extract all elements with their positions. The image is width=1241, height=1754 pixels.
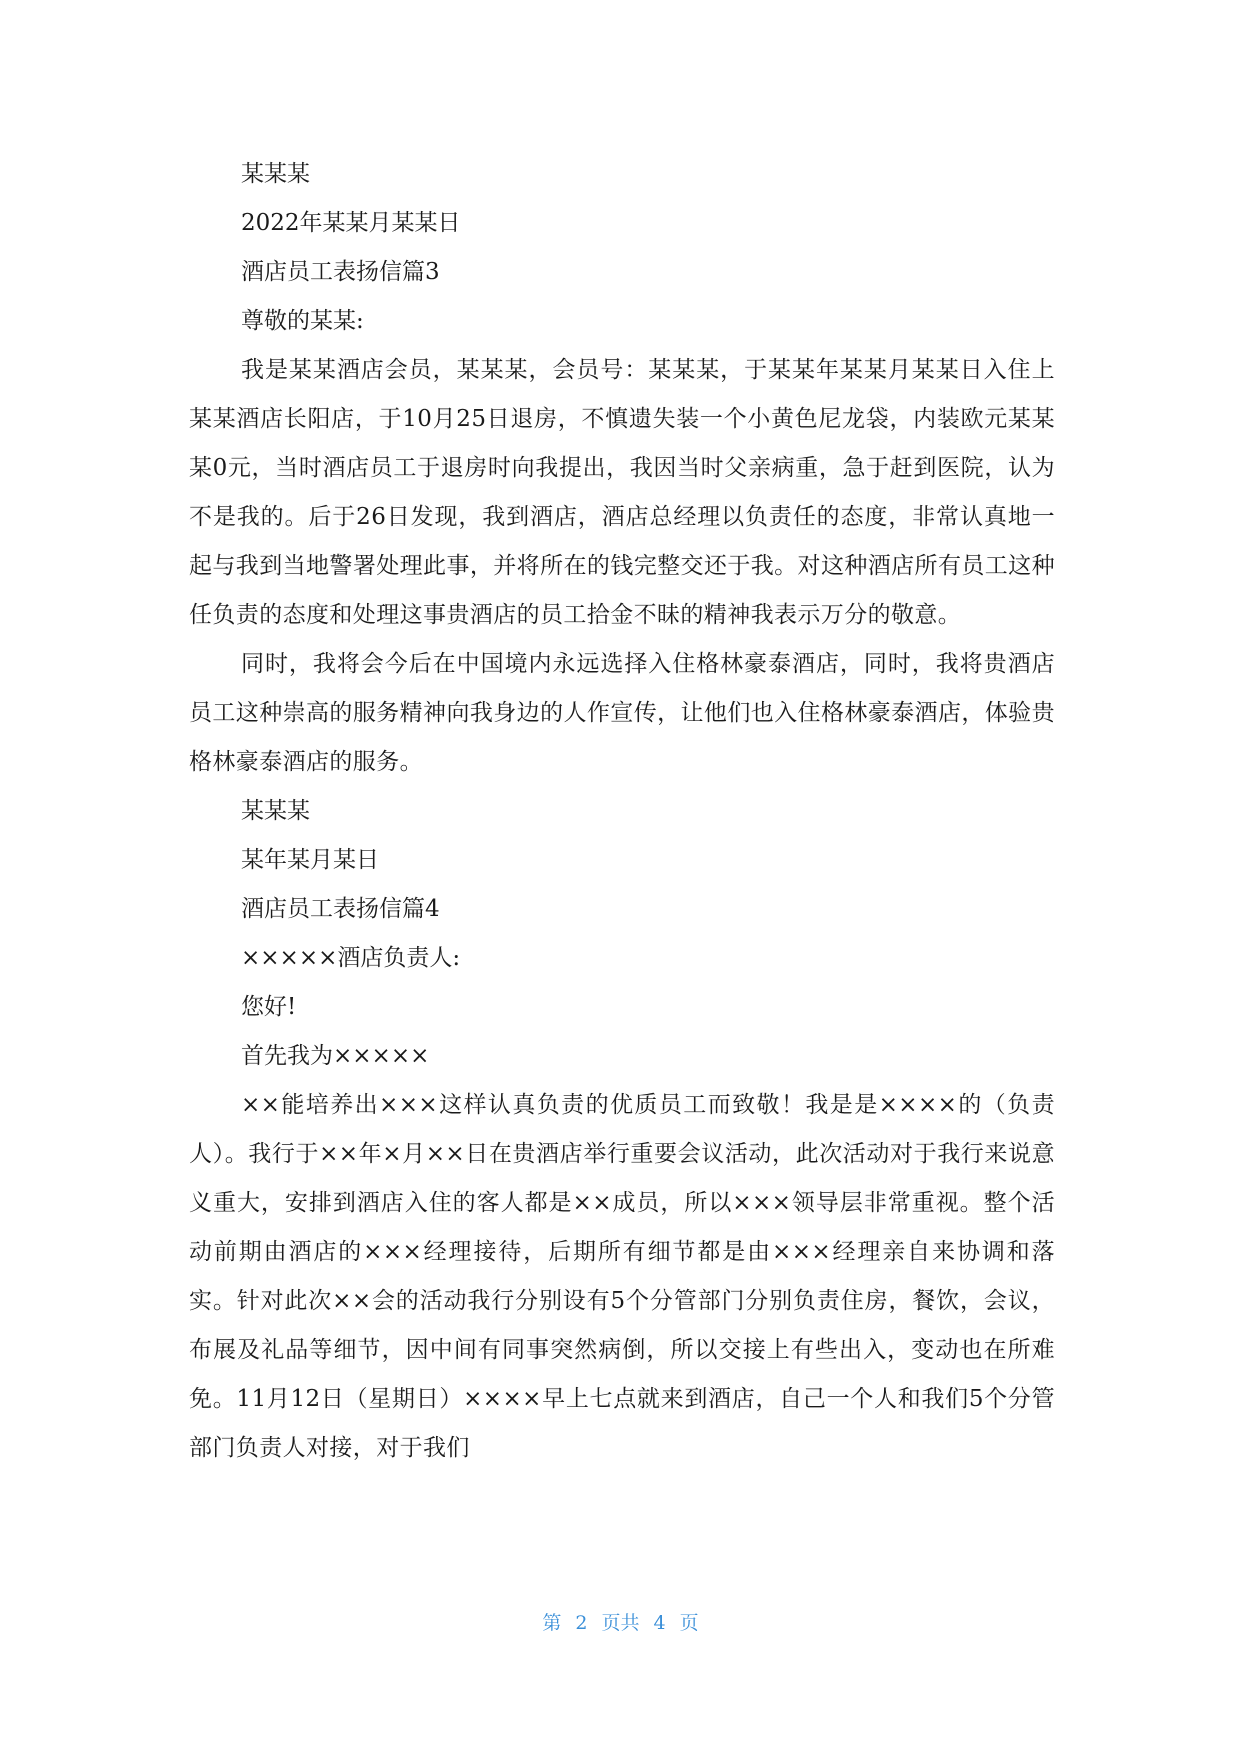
footer-prefix: 第 bbox=[542, 1612, 562, 1634]
section-title: 酒店员工表扬信篇3 bbox=[241, 259, 440, 285]
letter-body bbox=[189, 150, 1055, 1473]
footer-suffix: 页 bbox=[679, 1612, 699, 1634]
body-paragraph: 同时，我将会今后在中国境内永远选择入住格林豪泰酒店，同时，我将贵酒店员工这种崇高的服务精神向我身边的人作宣传，让他们也入住格林豪泰酒店，体验贵格林豪泰酒店的服务。 bbox=[189, 651, 1055, 775]
signature-date: 某年某月某日 bbox=[241, 847, 379, 873]
salutation: 尊敬的某某: bbox=[241, 308, 364, 334]
body-paragraph: 我是某某酒店会员，某某某，会员号：某某某，于某某年某某月某某日入住上某某酒店长阳店，于10月25日退房，不慎遗失装一个小黄色尼龙袋，内装欧元某某某0元，当时酒店员工于退房时向我提出，我因当时父亲病重，急于赶到医院，认为不是我的。后于26日发现，我到酒店，酒店总经理以负责任的态度，非常认真地一起与我到当地警署处理此事，并将所在的钱完整交还于我。对这种酒店所有员工这种任负责的态度和处理这事贵酒店的员工拾金不昧的精神我表示万分的敬意。 bbox=[189, 357, 1055, 628]
body-line: 首先我为××××× bbox=[241, 1043, 430, 1069]
body-paragraph: ××能培养出×××这样认真负责的优质员工而致敬！我是是××××的（负责人）。我行于××年×月××日在贵酒店举行重要会议活动，此次活动对于我行来说意义重大，安排到酒店入住的客人都是××成员，所以×××领导层非常重视。整个活动前期由酒店的×××经理接待，后期所有细节都是由×××经理亲自来协调和落实。针对此次××会的活动我行分别设有5个分管部门分别负责住房，餐饮，会议，布展及礼品等细节，因中间有同事突然病倒，所以交接上有些出入，变动也在所难免。11月12日（星期日）××××早上七点就来到酒店，自己一个人和我们5个分管部门负责人对接，对于我们 bbox=[189, 1092, 1055, 1461]
section-title: 酒店员工表扬信篇4 bbox=[241, 896, 440, 922]
footer-mid: 页共 bbox=[601, 1612, 640, 1634]
signature-name: 某某某 bbox=[241, 161, 310, 187]
page-footer bbox=[0, 1608, 1241, 1635]
footer-total-pages: 4 bbox=[653, 1612, 666, 1634]
signature-name: 某某某 bbox=[241, 798, 310, 824]
salutation: ×××××酒店负责人: bbox=[241, 945, 461, 971]
greeting: 您好! bbox=[241, 994, 297, 1020]
footer-page-number: 2 bbox=[575, 1612, 588, 1634]
signature-date: 2022年某某月某某日 bbox=[241, 210, 461, 236]
